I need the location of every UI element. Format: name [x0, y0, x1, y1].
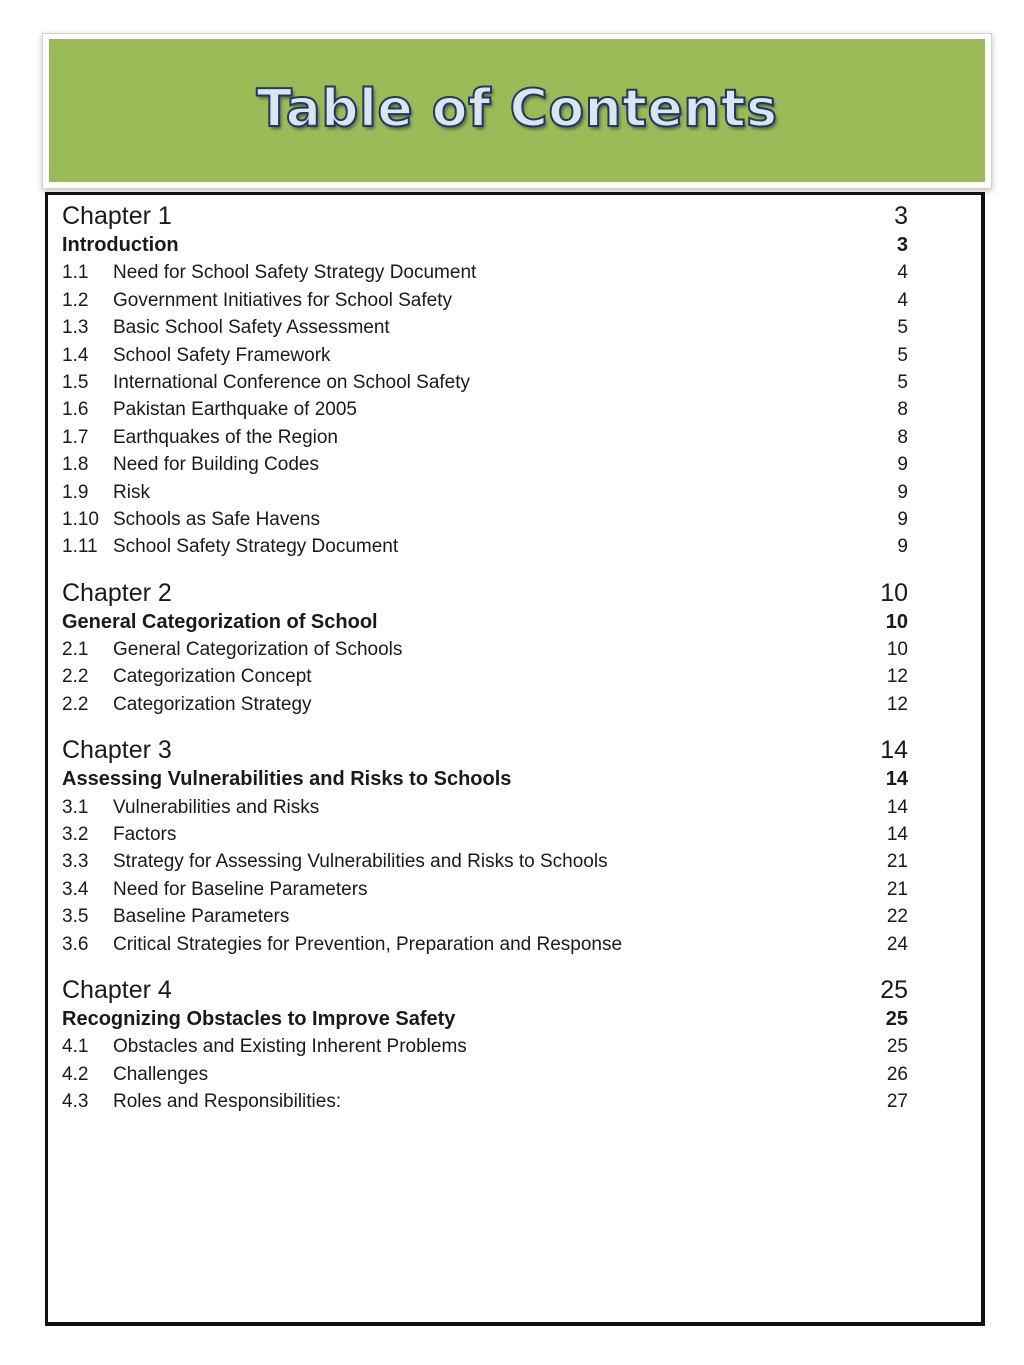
- toc-entry[interactable]: [62, 533, 908, 560]
- section-page-number: 27: [886, 1091, 908, 1113]
- chapter-row[interactable]: [62, 734, 908, 766]
- section-page-number: 12: [886, 666, 908, 688]
- toc-entry[interactable]: [62, 479, 908, 506]
- toc-entry[interactable]: [62, 451, 908, 478]
- toc-entry[interactable]: [62, 931, 908, 958]
- section-page-number: 24: [886, 933, 908, 955]
- toc-entry[interactable]: [62, 287, 908, 314]
- chapter-heading-page-number: 3: [896, 234, 908, 256]
- toc-entry[interactable]: [62, 848, 908, 875]
- toc-entry[interactable]: [62, 636, 908, 663]
- section-title: Challenges: [113, 1063, 209, 1085]
- title-banner-frame: [42, 33, 992, 189]
- toc-entry[interactable]: [62, 506, 908, 533]
- section-page-number: 9: [897, 508, 908, 530]
- toc-entry[interactable]: [62, 663, 908, 690]
- section-page-number: 4: [897, 262, 908, 284]
- chapter-page-number: 3: [894, 202, 908, 230]
- chapter-row[interactable]: [62, 200, 908, 232]
- chapter-heading-label: Assessing Vulnerabilities and Risks to Schools: [62, 768, 512, 791]
- section-page-number: 8: [897, 426, 908, 448]
- section-title: General Categorization of Schools: [113, 639, 403, 661]
- section-number: 1.2: [62, 289, 89, 311]
- chapter-heading-label: Recognizing Obstacles to Improve Safety: [62, 1007, 456, 1030]
- section-page-number: 21: [886, 878, 908, 900]
- section-page-number: 12: [886, 693, 908, 715]
- chapter-row[interactable]: [62, 577, 908, 609]
- section-number: 1.5: [62, 371, 89, 393]
- chapter-heading-row[interactable]: [62, 1006, 908, 1033]
- section-number: 4.1: [62, 1036, 89, 1058]
- toc-entry[interactable]: [62, 1061, 908, 1088]
- chapter-page-number: 10: [880, 578, 908, 607]
- section-title: Roles and Responsibilities:: [113, 1091, 342, 1113]
- section-title: Strategy for Assessing Vulnerabilities and Risks to Schools: [113, 851, 608, 873]
- chapter-row[interactable]: [62, 974, 908, 1006]
- section-number: 2.2: [62, 693, 89, 715]
- chapter-heading-page-number: 10: [885, 610, 908, 633]
- section-title: Vulnerabilities and Risks: [113, 796, 320, 818]
- section-page-number: 14: [886, 796, 908, 818]
- section-title: Obstacles and Existing Inherent Problems: [113, 1036, 467, 1058]
- toc-entry[interactable]: [62, 903, 908, 930]
- section-title: Need for School Safety Strategy Document: [113, 262, 477, 284]
- section-page-number: 9: [897, 536, 908, 558]
- section-number: 1.4: [62, 344, 89, 366]
- toc-entry[interactable]: [62, 876, 908, 903]
- section-title: Risk: [113, 481, 150, 503]
- section-title: Need for Building Codes: [113, 454, 319, 476]
- chapter-heading-label: General Categorization of School: [62, 610, 378, 633]
- section-title: International Conference on School Safety: [113, 371, 471, 393]
- section-title: School Safety Strategy Document: [113, 536, 399, 558]
- section-number: 1.3: [62, 317, 89, 339]
- chapter-page-number: 25: [880, 975, 908, 1004]
- section-page-number: 22: [886, 906, 908, 928]
- chapter-block: [62, 200, 908, 561]
- section-number: 4.3: [62, 1091, 89, 1113]
- chapter-block: [62, 734, 908, 958]
- section-number: 3.1: [62, 796, 89, 818]
- table-of-contents: [62, 200, 908, 1132]
- chapter-label: Chapter 1: [62, 202, 172, 230]
- title-banner: [49, 39, 985, 182]
- section-number: 1.7: [62, 426, 89, 448]
- section-page-number: 4: [897, 289, 908, 311]
- section-number: 3.4: [62, 878, 89, 900]
- section-number: 1.8: [62, 454, 89, 476]
- toc-entry[interactable]: [62, 1033, 908, 1060]
- section-number: 2.2: [62, 666, 89, 688]
- toc-entry[interactable]: [62, 424, 908, 451]
- toc-entry[interactable]: [62, 396, 908, 423]
- section-title: Pakistan Earthquake of 2005: [113, 399, 358, 421]
- chapter-label: Chapter 2: [62, 578, 172, 607]
- section-number: 3.6: [62, 933, 89, 955]
- section-page-number: 25: [886, 1036, 908, 1058]
- section-title: Schools as Safe Havens: [113, 508, 321, 530]
- toc-entry[interactable]: [62, 369, 908, 396]
- chapter-heading-row[interactable]: [62, 766, 908, 793]
- section-title: Earthquakes of the Region: [113, 426, 338, 448]
- section-title: Basic School Safety Assessment: [113, 317, 390, 339]
- section-page-number: 8: [897, 399, 908, 421]
- section-page-number: 5: [897, 317, 908, 339]
- section-page-number: 10: [886, 639, 908, 661]
- chapter-heading-page-number: 14: [885, 768, 908, 791]
- section-page-number: 14: [886, 824, 908, 846]
- section-number: 1.11: [62, 536, 98, 558]
- section-title: Government Initiatives for School Safety: [113, 289, 452, 311]
- section-page-number: 9: [897, 454, 908, 476]
- page-title: Table of Contents: [256, 79, 778, 139]
- chapter-block: [62, 577, 908, 719]
- section-title: Categorization Concept: [113, 666, 312, 688]
- chapter-label: Chapter 4: [62, 975, 172, 1004]
- section-title: Factors: [113, 824, 177, 846]
- section-number: 2.1: [62, 639, 89, 661]
- toc-entry[interactable]: [62, 1088, 908, 1115]
- chapter-heading-row[interactable]: [62, 232, 908, 259]
- chapter-block: [62, 974, 908, 1116]
- chapter-heading-label: Introduction: [62, 234, 179, 256]
- section-title: Categorization Strategy: [113, 693, 312, 715]
- section-number: 1.1: [62, 262, 89, 284]
- toc-entry[interactable]: [62, 314, 908, 341]
- section-number: 1.9: [62, 481, 89, 503]
- section-title: Critical Strategies for Prevention, Preparation and Response: [113, 933, 623, 955]
- section-page-number: 26: [886, 1063, 908, 1085]
- section-page-number: 5: [897, 371, 908, 393]
- chapter-page-number: 14: [880, 736, 908, 765]
- chapter-label: Chapter 3: [62, 736, 172, 765]
- section-title: School Safety Framework: [113, 344, 331, 366]
- section-page-number: 5: [897, 344, 908, 366]
- toc-entry[interactable]: [62, 259, 908, 286]
- section-number: 3.3: [62, 851, 89, 873]
- toc-entry[interactable]: [62, 691, 908, 718]
- toc-entry[interactable]: [62, 821, 908, 848]
- section-number: 1.10: [62, 508, 99, 530]
- section-page-number: 9: [897, 481, 908, 503]
- section-number: 1.6: [62, 399, 89, 421]
- toc-content-box: [45, 192, 985, 1326]
- section-number: 3.2: [62, 824, 89, 846]
- section-title: Need for Baseline Parameters: [113, 878, 368, 900]
- chapter-heading-row[interactable]: [62, 609, 908, 636]
- section-number: 4.2: [62, 1063, 89, 1085]
- section-page-number: 21: [886, 851, 908, 873]
- toc-entry[interactable]: [62, 342, 908, 369]
- chapter-heading-page-number: 25: [885, 1007, 908, 1030]
- section-number: 3.5: [62, 906, 89, 928]
- toc-entry[interactable]: [62, 794, 908, 821]
- section-title: Baseline Parameters: [113, 906, 290, 928]
